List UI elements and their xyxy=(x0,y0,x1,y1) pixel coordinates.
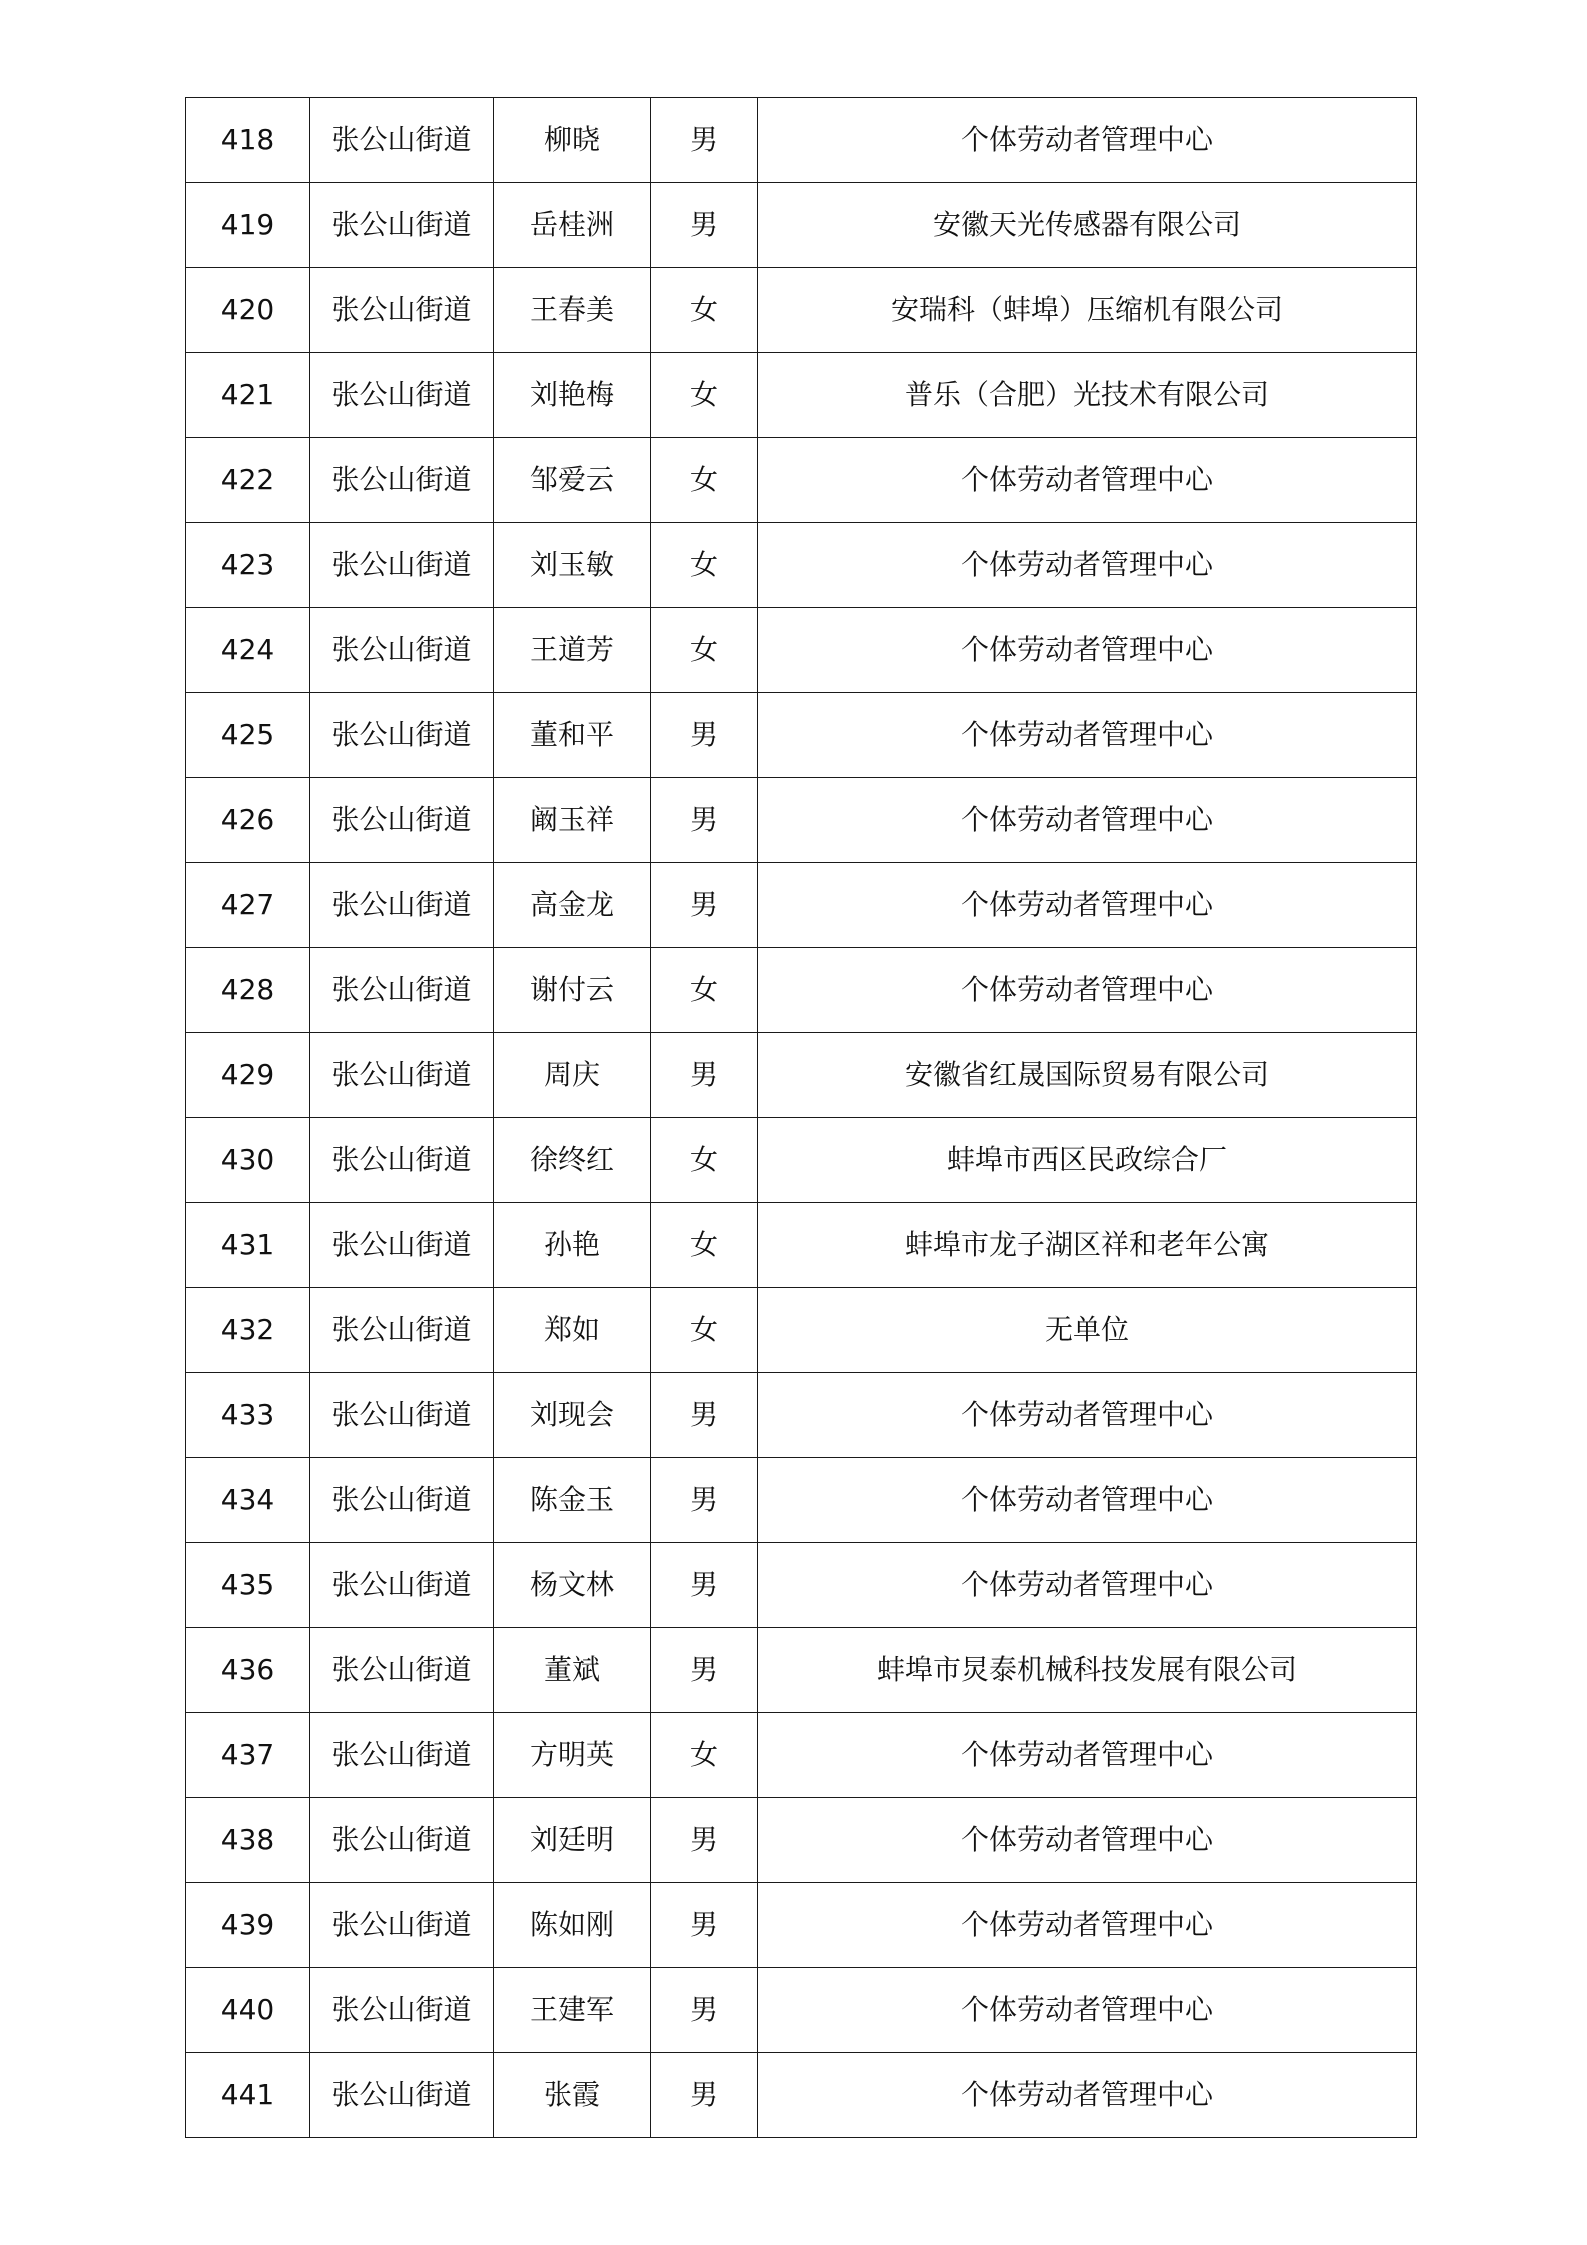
row-number-cell: 432 xyxy=(186,1288,310,1373)
table-row xyxy=(186,1628,1417,1713)
table-row xyxy=(186,1118,1417,1203)
gender-cell: 女 xyxy=(651,438,758,523)
gender-cell: 男 xyxy=(651,1033,758,1118)
person-name-cell: 邹爱云 xyxy=(494,438,651,523)
gender-cell: 女 xyxy=(651,948,758,1033)
table-row xyxy=(186,693,1417,778)
row-number-cell: 429 xyxy=(186,1033,310,1118)
person-name-cell: 方明英 xyxy=(494,1713,651,1798)
gender-cell: 男 xyxy=(651,98,758,183)
roster-table xyxy=(185,97,1417,2138)
row-number-cell: 437 xyxy=(186,1713,310,1798)
table-row xyxy=(186,1543,1417,1628)
street-cell: 张公山街道 xyxy=(310,1033,494,1118)
street-cell: 张公山街道 xyxy=(310,608,494,693)
gender-cell: 男 xyxy=(651,183,758,268)
gender-cell: 女 xyxy=(651,268,758,353)
work-unit-cell: 个体劳动者管理中心 xyxy=(758,1968,1417,2053)
work-unit-cell: 个体劳动者管理中心 xyxy=(758,778,1417,863)
street-cell: 张公山街道 xyxy=(310,1798,494,1883)
table-row xyxy=(186,268,1417,353)
street-cell: 张公山街道 xyxy=(310,948,494,1033)
work-unit-cell: 安瑞科（蚌埠）压缩机有限公司 xyxy=(758,268,1417,353)
work-unit-cell: 个体劳动者管理中心 xyxy=(758,2053,1417,2138)
person-name-cell: 陈金玉 xyxy=(494,1458,651,1543)
gender-cell: 女 xyxy=(651,608,758,693)
person-name-cell: 孙艳 xyxy=(494,1203,651,1288)
gender-cell: 男 xyxy=(651,1543,758,1628)
table-row xyxy=(186,1033,1417,1118)
work-unit-cell: 个体劳动者管理中心 xyxy=(758,1458,1417,1543)
person-name-cell: 刘现会 xyxy=(494,1373,651,1458)
row-number-cell: 419 xyxy=(186,183,310,268)
street-cell: 张公山街道 xyxy=(310,268,494,353)
table-row xyxy=(186,1798,1417,1883)
street-cell: 张公山街道 xyxy=(310,863,494,948)
table-row xyxy=(186,1288,1417,1373)
table-row xyxy=(186,438,1417,523)
document-page xyxy=(185,97,1416,2138)
person-name-cell: 刘廷明 xyxy=(494,1798,651,1883)
row-number-cell: 418 xyxy=(186,98,310,183)
person-name-cell: 张霞 xyxy=(494,2053,651,2138)
street-cell: 张公山街道 xyxy=(310,1628,494,1713)
gender-cell: 男 xyxy=(651,693,758,778)
person-name-cell: 岳桂洲 xyxy=(494,183,651,268)
work-unit-cell: 个体劳动者管理中心 xyxy=(758,1373,1417,1458)
table-row xyxy=(186,778,1417,863)
row-number-cell: 424 xyxy=(186,608,310,693)
table-row xyxy=(186,2053,1417,2138)
table-row xyxy=(186,1883,1417,1968)
street-cell: 张公山街道 xyxy=(310,2053,494,2138)
row-number-cell: 431 xyxy=(186,1203,310,1288)
person-name-cell: 徐终红 xyxy=(494,1118,651,1203)
row-number-cell: 436 xyxy=(186,1628,310,1713)
work-unit-cell: 个体劳动者管理中心 xyxy=(758,1713,1417,1798)
work-unit-cell: 个体劳动者管理中心 xyxy=(758,1883,1417,1968)
person-name-cell: 王道芳 xyxy=(494,608,651,693)
row-number-cell: 441 xyxy=(186,2053,310,2138)
table-row xyxy=(186,1373,1417,1458)
gender-cell: 男 xyxy=(651,1798,758,1883)
row-number-cell: 440 xyxy=(186,1968,310,2053)
row-number-cell: 439 xyxy=(186,1883,310,1968)
work-unit-cell: 个体劳动者管理中心 xyxy=(758,948,1417,1033)
person-name-cell: 阚玉祥 xyxy=(494,778,651,863)
gender-cell: 男 xyxy=(651,778,758,863)
gender-cell: 男 xyxy=(651,1458,758,1543)
gender-cell: 女 xyxy=(651,1713,758,1798)
gender-cell: 男 xyxy=(651,1968,758,2053)
street-cell: 张公山街道 xyxy=(310,183,494,268)
table-row xyxy=(186,1203,1417,1288)
street-cell: 张公山街道 xyxy=(310,1458,494,1543)
table-row xyxy=(186,863,1417,948)
person-name-cell: 柳晓 xyxy=(494,98,651,183)
street-cell: 张公山街道 xyxy=(310,98,494,183)
work-unit-cell: 蚌埠市龙子湖区祥和老年公寓 xyxy=(758,1203,1417,1288)
work-unit-cell: 个体劳动者管理中心 xyxy=(758,863,1417,948)
work-unit-cell: 安徽省红晟国际贸易有限公司 xyxy=(758,1033,1417,1118)
gender-cell: 女 xyxy=(651,1203,758,1288)
row-number-cell: 420 xyxy=(186,268,310,353)
work-unit-cell: 个体劳动者管理中心 xyxy=(758,438,1417,523)
person-name-cell: 高金龙 xyxy=(494,863,651,948)
row-number-cell: 427 xyxy=(186,863,310,948)
row-number-cell: 438 xyxy=(186,1798,310,1883)
street-cell: 张公山街道 xyxy=(310,778,494,863)
person-name-cell: 董和平 xyxy=(494,693,651,778)
work-unit-cell: 蚌埠市炅泰机械科技发展有限公司 xyxy=(758,1628,1417,1713)
work-unit-cell: 安徽天光传感器有限公司 xyxy=(758,183,1417,268)
work-unit-cell: 个体劳动者管理中心 xyxy=(758,693,1417,778)
person-name-cell: 谢付云 xyxy=(494,948,651,1033)
person-name-cell: 刘玉敏 xyxy=(494,523,651,608)
street-cell: 张公山街道 xyxy=(310,1288,494,1373)
table-row xyxy=(186,353,1417,438)
person-name-cell: 陈如刚 xyxy=(494,1883,651,1968)
table-row xyxy=(186,1458,1417,1543)
row-number-cell: 434 xyxy=(186,1458,310,1543)
street-cell: 张公山街道 xyxy=(310,1968,494,2053)
work-unit-cell: 个体劳动者管理中心 xyxy=(758,608,1417,693)
street-cell: 张公山街道 xyxy=(310,353,494,438)
gender-cell: 男 xyxy=(651,2053,758,2138)
street-cell: 张公山街道 xyxy=(310,1543,494,1628)
street-cell: 张公山街道 xyxy=(310,523,494,608)
row-number-cell: 435 xyxy=(186,1543,310,1628)
street-cell: 张公山街道 xyxy=(310,1713,494,1798)
street-cell: 张公山街道 xyxy=(310,1203,494,1288)
table-row xyxy=(186,1968,1417,2053)
row-number-cell: 425 xyxy=(186,693,310,778)
person-name-cell: 董斌 xyxy=(494,1628,651,1713)
row-number-cell: 428 xyxy=(186,948,310,1033)
person-name-cell: 王春美 xyxy=(494,268,651,353)
gender-cell: 女 xyxy=(651,1288,758,1373)
row-number-cell: 426 xyxy=(186,778,310,863)
person-name-cell: 郑如 xyxy=(494,1288,651,1373)
work-unit-cell: 无单位 xyxy=(758,1288,1417,1373)
gender-cell: 男 xyxy=(651,1373,758,1458)
table-row xyxy=(186,1713,1417,1798)
gender-cell: 女 xyxy=(651,1118,758,1203)
table-row xyxy=(186,98,1417,183)
gender-cell: 男 xyxy=(651,1883,758,1968)
street-cell: 张公山街道 xyxy=(310,438,494,523)
row-number-cell: 423 xyxy=(186,523,310,608)
work-unit-cell: 个体劳动者管理中心 xyxy=(758,523,1417,608)
table-row xyxy=(186,183,1417,268)
person-name-cell: 杨文林 xyxy=(494,1543,651,1628)
row-number-cell: 421 xyxy=(186,353,310,438)
roster-table-body xyxy=(186,98,1417,2138)
table-row xyxy=(186,608,1417,693)
gender-cell: 男 xyxy=(651,863,758,948)
person-name-cell: 王建军 xyxy=(494,1968,651,2053)
work-unit-cell: 蚌埠市西区民政综合厂 xyxy=(758,1118,1417,1203)
street-cell: 张公山街道 xyxy=(310,1118,494,1203)
work-unit-cell: 普乐（合肥）光技术有限公司 xyxy=(758,353,1417,438)
row-number-cell: 430 xyxy=(186,1118,310,1203)
gender-cell: 女 xyxy=(651,523,758,608)
gender-cell: 男 xyxy=(651,1628,758,1713)
row-number-cell: 422 xyxy=(186,438,310,523)
table-row xyxy=(186,948,1417,1033)
table-row xyxy=(186,523,1417,608)
person-name-cell: 刘艳梅 xyxy=(494,353,651,438)
street-cell: 张公山街道 xyxy=(310,1883,494,1968)
work-unit-cell: 个体劳动者管理中心 xyxy=(758,1798,1417,1883)
gender-cell: 女 xyxy=(651,353,758,438)
street-cell: 张公山街道 xyxy=(310,1373,494,1458)
street-cell: 张公山街道 xyxy=(310,693,494,778)
work-unit-cell: 个体劳动者管理中心 xyxy=(758,98,1417,183)
row-number-cell: 433 xyxy=(186,1373,310,1458)
work-unit-cell: 个体劳动者管理中心 xyxy=(758,1543,1417,1628)
person-name-cell: 周庆 xyxy=(494,1033,651,1118)
